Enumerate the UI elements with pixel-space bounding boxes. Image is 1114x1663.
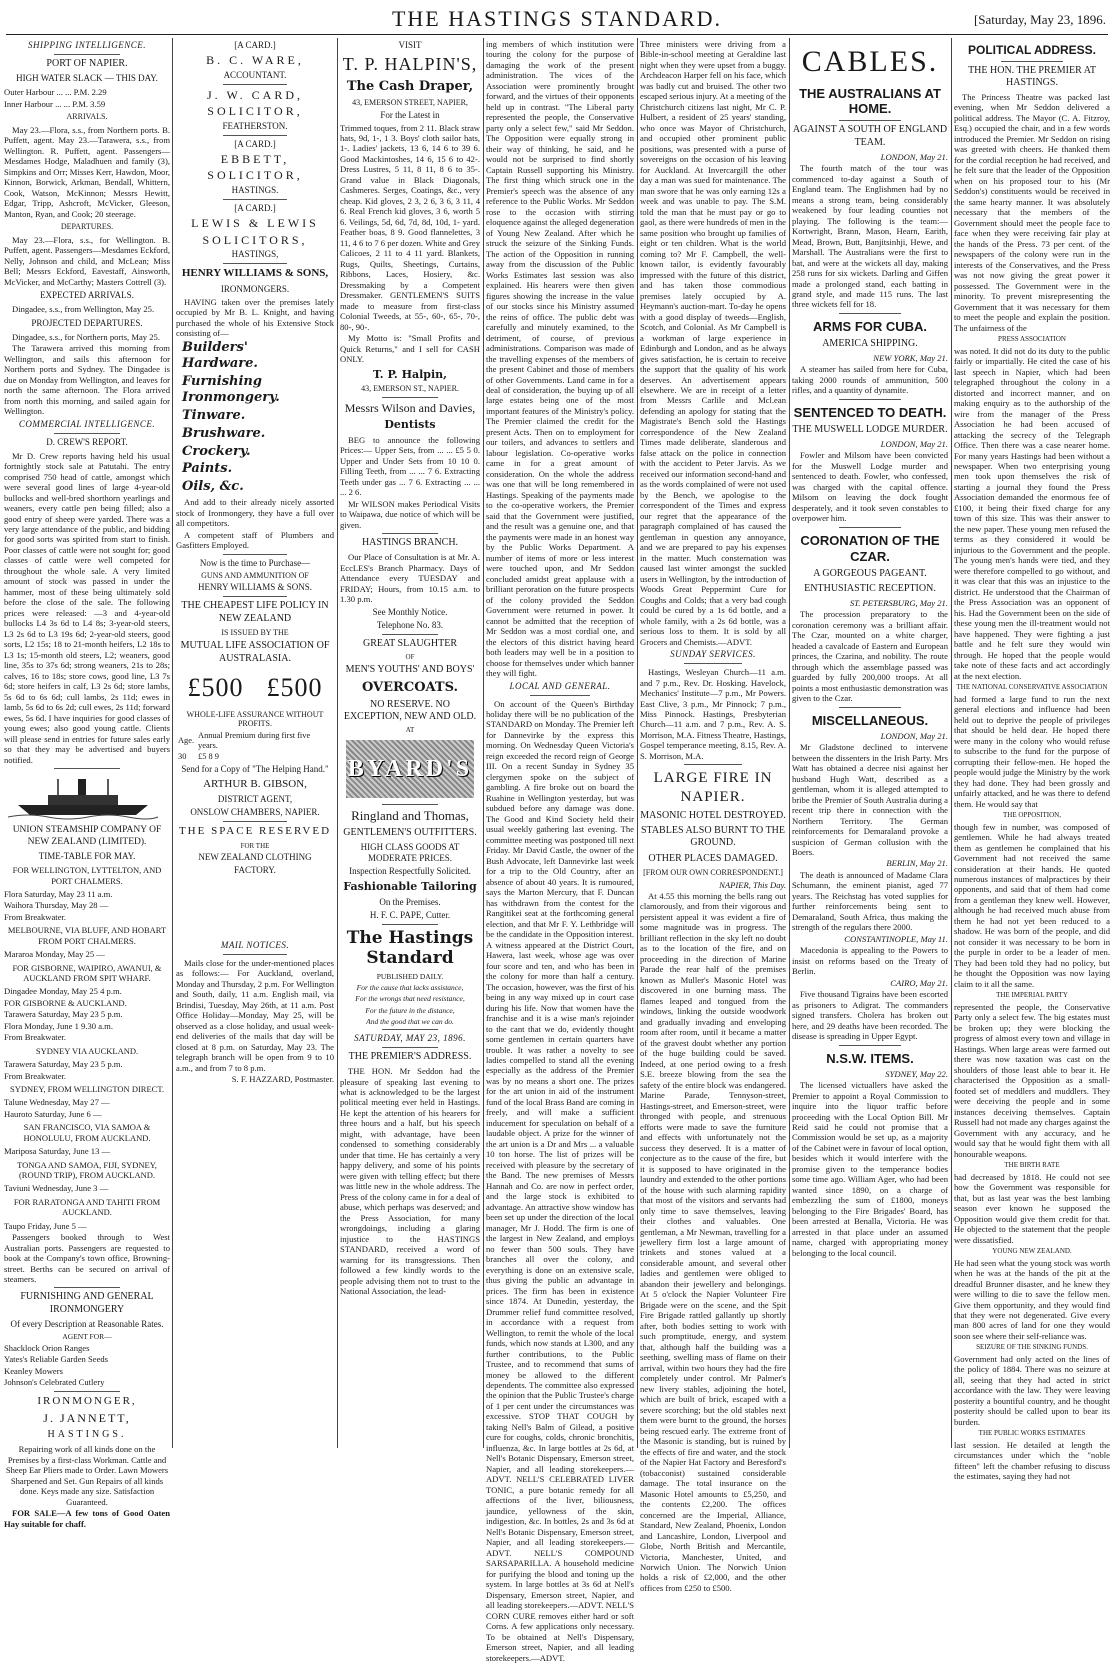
motto-line: And the good that we can do. — [366, 1016, 454, 1026]
czar-date: ST. PETERSBURG, May 21. — [849, 597, 948, 608]
agent-item: Johnson's Celebrated Cutlery — [4, 1377, 105, 1388]
halpin-sign: T. P. Halpin, — [373, 367, 447, 381]
political-sub: THE HON. THE PREMIER AT HASTINGS. — [968, 64, 1096, 88]
agent-item: Yates's Reliable Garden Seeds — [4, 1354, 109, 1365]
ringland-name: Ringland and Thomas, — [351, 808, 469, 824]
projected-heading: PROJECTED DEPARTURES. — [31, 317, 143, 328]
fire-dateline: NAPIER, This Day. — [719, 879, 786, 890]
column-cards — [176, 38, 334, 1448]
motto-line: For the cause that lacks assistance, — [356, 983, 464, 993]
expected-text: Dingadee, s.s., from Wellington, May 25. — [12, 304, 155, 315]
cuba-text: A steamer has sailed from here for Cuba, taking 2000 rounds of ammunition, 500 rifles, and a quantity of dynamite. — [792, 364, 948, 396]
route-row: Hauroto Saturday, June 6 — — [4, 1108, 102, 1119]
cairo-text: Five thousand Tigrains have been escorted as prisoners to Adigrat. The commanders signed transfers. Cholera has broken out here, and 29 deaths have been recorded. The disease is spreading in Upper Egypt. — [792, 989, 948, 1042]
steamship-icon — [8, 775, 166, 819]
card-label: [A CARD.] — [234, 202, 276, 213]
jannett-place: HASTINGS. — [47, 1428, 127, 1440]
aus-date: LONDON, May 21. — [880, 151, 948, 162]
route-row: Mariposa Saturday, June 13 — — [4, 1146, 111, 1157]
political-text: The Princess Theatre was packed last evening, when Mr Seddon delivered a political address. The Mayor (C. A. Fitzroy, Esq.) occupied the chair, and in a few words introduced the Premier. Mr Seddon on rising was greeted with cheers. He thanked them for the cordial reception he had received, and he felt sure that the leader of the Opposition when on his proposed tour to his (Mr Seddon's) constituents would be received in the same hearty manner. It was absolutely necessary that the members of the Government should meet the people face to face when they were receiving fair play at the hands of the Press. 73 per cent. of the newspapers of the colony were run in the interests of the Conservatives, and the Press was not now giving the great power it possessed. The Government were in the minority. To prevent misrepresenting the Government that it was necessary for them to meet the people and explain the position. The unfairness of the — [954, 92, 1110, 333]
route-row: Mararoa Monday, May 25 — — [4, 949, 105, 960]
imperial-text: represented the people, the Conservative Party only a select few. The big estates must be broken up; they were blocking the progress of almost every town and village in Hastings. When large areas were farmed out there was now taxation was cast on the shoulders of those least able to bear it. He characterised the Opposition as a small-footed set of meddlers and muddlers. They were deceiving the people and in some instances deceiving themselves. Captain Russell had not made any charges against the Government with any accuracy, and he would say that he would fight them with all honourable weapons. — [954, 1001, 1110, 1159]
halpin-address: 43, EMERSON STREET, NAPIER, — [352, 97, 468, 107]
route-heading: SYDNEY VIA AUCKLAND. — [35, 1045, 139, 1056]
expected-heading: EXPECTED ARRIVALS. — [40, 290, 134, 301]
masonic-line: MASONIC HOTEL DESTROYED. — [640, 810, 786, 822]
column-divider — [337, 38, 338, 1448]
cables-heading: CABLES. — [801, 45, 939, 78]
ebbett-name: EBBETT, — [220, 151, 290, 166]
newspaper-title: THE HASTINGS STANDARD. — [391, 6, 723, 31]
report-text: Mr D. Crew reports having held his usual fortnightly stock sale at Patutahi. The entry comprised 750 head of cattle, amongst which were several good lines of large 4-year-old bullocks and well-bred shorthorn yearlings and weaners, every cattle pen being filled; also a good entry of sheep were yarded. There was a very large attendance of the public, and bidding for good sorts was spirited from start to finish. Poor classes of cattle were not sought for; good classes of cattle were well competed for throughout the whole sale. A very limited amount of stock was passed in under the hammer, most of these being ultimately sold before the close of the sale. The following prices were released: —3 and 4-year-old bullocks L4 3s 6d to L4 8s; 3-year-old steers, L3 2s 6d to L3 19s 6d; 2-year-old steers, good sorts, L2 15s; 18 to 21-month heifers, L2 18s to L3 1s; 15-month old steers, L2; weaners, good line, 35s to 37s 6d; strong weaners, 21s to 28s; calves, 16 to 18s; store cows, good line, L3 7s 6d; store heifers in calf, L3 2s 6d; store lambs, 5s 6d to 6s 6d; cull lambs, 2s 11d; ewes in lamb, 5s 6d to 6s 2d; cull ewes, 2s 11d; forward ewes, 5s 6d. I have inquiries for good classes of young ewes; also good young cattle. Clients will please send in entries for future sales early so that they may be advertised and buyers notified. — [4, 450, 170, 765]
slaughter-heading: GREAT SLAUGHTER — [363, 637, 457, 649]
route-row: Dingadee Monday, May 25 4 p.m. — [4, 986, 122, 997]
tailoring: Fashionable Tailoring — [343, 880, 477, 894]
price-left: £500 — [187, 672, 244, 702]
mail-heading: MAIL NOTICES. — [220, 939, 290, 950]
dentist-text: BEG to announce the following Prices:— Upper Sets, from ... ... £5 5 0. Upper and Under Sets from 10 10 0. Filling Teeth, from ... ... 7 6. Extracting Teeth under gas ... 7 6. Extracting ... ... ... 2 6. — [340, 434, 480, 498]
at-line: AT — [405, 725, 415, 734]
national-heading: THE NATIONAL CONSERVATIVE ASSOCIATION — [956, 683, 1108, 692]
czar-sub2: ENTHUSIASTIC RECEPTION. — [804, 582, 936, 594]
halpin-motto: My Motto is: "Small Profits and Quick Returns," and I sell for CASH ONLY. — [340, 333, 480, 365]
premium-table — [176, 731, 334, 762]
hw-item: Brushware. — [182, 425, 266, 441]
column-political — [954, 38, 1110, 1482]
hw-item: Crockery. — [182, 443, 251, 459]
column-divider — [637, 38, 638, 1448]
space-factory: FACTORY. — [234, 865, 276, 875]
hw-item: Tinware. — [182, 407, 246, 423]
lewis-role: SOLICITORS, — [202, 232, 308, 247]
hw-text2: And add to their already nicely assorted stock of Ironmongery, they have a full over all competitors. — [176, 497, 334, 529]
whole-life: WHOLE-LIFE ASSURANCE WITHOUT PROFITS. — [186, 709, 324, 729]
card-place: FEATHERSTON. — [222, 120, 288, 131]
report-heading: D. CREW'S REPORT. — [46, 436, 128, 447]
column-divider — [483, 38, 484, 1448]
monthly-notice: See Monthly Notice. — [372, 606, 448, 617]
route-heading: FOR GISBORNE, WAIPIRO, AWANUI, & AUCKLAND FROM SPIT WHARF. — [12, 962, 162, 983]
ebbett-role: SOLICITOR, — [207, 168, 303, 183]
branch-text: Our Place of Consultation is at Mr. A. EccLES's Branch Pharmacy. Days of Attendance every TUESDAY and FRIDAY; Hours, from 10.15 a.m. to 1.30 p.m. — [340, 552, 480, 605]
gibson-place: ONSLOW CHAMBERS, NAPIER. — [190, 807, 320, 818]
card-role: SOLICITOR, — [207, 104, 303, 119]
route-heading: TONGA AND SAMOA, FIJI, SYDNEY, (ROUND TRIP), FROM AUCKLAND. — [17, 1159, 157, 1180]
jannett-text: Repairing work of all kinds done on the Premises by a first-class Workman. Cattle and Sheep Ear Pliers made to Order. Lawn Mowers Sharpened and Set. Gun Repairs of all kinds done. Keys made any size. Satisfaction Guaranteed. — [5, 1444, 169, 1507]
furnishing-sub: Of every Description at Reasonable Rates. — [10, 1318, 164, 1329]
issued-line: IS ISSUED BY THE — [221, 627, 289, 637]
sinking-heading: SEIZURE OF THE SINKING FUNDS. — [976, 1343, 1088, 1352]
local-heading: LOCAL AND GENERAL. — [509, 680, 611, 691]
cuba-sub: AMERICA SHIPPING. — [822, 337, 918, 349]
misc-heading: MISCELLANEOUS. — [811, 712, 929, 728]
death-heading: SENTENCED TO DEATH. — [793, 404, 947, 420]
issue-date: [Saturday, May 23, 1896. — [973, 12, 1106, 27]
standard-name: The Hastings Standard — [346, 927, 474, 969]
hw-text3: A competent staff of Plumbers and Gasfitters Employed. — [176, 529, 334, 551]
forsale-text: FOR SALE—A few tons of Good Oaten Hay suitable for chaff. — [4, 1508, 170, 1529]
route-heading: SYDNEY, FROM WELLINGTON DIRECT. — [9, 1084, 165, 1095]
column-divider — [951, 38, 952, 1448]
birth-text: had decreased by 1818. He could not see how the Government was responsible for that, but as last year was the best lambing season ever known he supposed the Opposition would give them credit for that. He objected to the statement that the people were dissatisfied. — [954, 1171, 1110, 1245]
hw-item: Furnishing Ironmongery. — [182, 374, 280, 406]
column-news — [640, 38, 786, 1593]
column-advertisements — [340, 38, 480, 1448]
death-text: Fowler and Milsom have been convicted for the Muswell Lodge murder and sentenced to death. Fowler, who confessed, was charged with the capital offence. Milsom on leaving the dock fought desperately, and it took seven constables to overpower him. — [792, 450, 948, 524]
shipping-notes: The Tarawera arrived this morning from Wellington, and sails this afternoon for Northern ports and Sydney. The Dingadee is due on Monday from Wellington, and leaves for north the same afternoon. The Flora arrived from north this morning, and sailed again for Wellington. — [4, 343, 170, 417]
premier-heading: THE PREMIER'S ADDRESS. — [348, 1050, 472, 1062]
works-text: last session. He detailed at length the circumstances under which the "noble fifteen" left the chamber refusing to discuss the estimates, saying they had not — [954, 1439, 1110, 1482]
halpin-text: Trimmed toques, from 2 11. Black straw hats, 9d, 1-, 1 3. Boys' cloth sailor hats, 1-. Ladies' jackets, 13 6, 14 6 to 39 6. Good Mackintoshes, 14 6, 15 6 to 42-. Dress Lustres, 5 11, 8 11, 8 6 to 35-. Grand value in Black Diagonals, Cashmeres. Serges, Coatings, &c., very cheap. Kid gloves, 2 3, 2 6, 3 6, 3 11, 4 6. Real French kid gloves, 3 6, worth 5 6. Veilings, 5d, 6d, 7d, 8d, 10d, 1- yard. Feather boas, 8 9. Good flannelettes, 3 11, 4 6 to 7 6 per dozen. White and Grey Calicoes, 2 11 to 4 11 yard. Blankets, Rugs, Quilts, Sheetings, Curtains, Ribbons, Laces, Hosiery, &c. Dressmaking by a Competent Dressmaker. GENTLEMEN'S SUITS made to measure from first-class Colonial Tweeds, at 55-, 60-, 65-, 70-, 80-, 90-. — [340, 122, 480, 332]
halpin-name: T. P. HALPIN'S, — [342, 53, 478, 74]
departures-heading: DEPARTURES. — [60, 222, 114, 232]
dentists-label: Dentists — [384, 418, 436, 432]
agent-item: Shacklock Orion Ranges — [4, 1342, 90, 1353]
route-row: Tarawera Saturday, May 23 5 p.m. — [4, 1059, 123, 1070]
send-line: Send for a Copy of "The Helping Hand." — [181, 763, 329, 774]
route-row: Taupo Friday, June 5 — — [4, 1220, 87, 1231]
lewis-place: HASTINGS, — [231, 249, 279, 260]
gibson-role: DISTRICT AGENT, — [217, 794, 293, 805]
timetable-heading: TIME-TABLE FOR MAY. — [38, 851, 136, 862]
route-row: FOR GISBORNE & AUCKLAND. — [4, 997, 127, 1008]
hw-role: IRONMONGERS. — [220, 283, 290, 294]
route-row: Talune Wednesday, May 27 — — [4, 1097, 110, 1108]
route-row: Waihora Thursday, May 28 — — [4, 900, 109, 911]
inspection: Inspection Respectfully Solicited. — [349, 866, 471, 877]
cuba-heading: ARMS FOR CUBA. — [812, 318, 928, 334]
motto-line: For the future in the distance, — [365, 1005, 455, 1015]
cutter: H. F. C. PAPE, Cutter. — [369, 909, 451, 920]
latest-line: For the Latest in — [380, 109, 440, 120]
now-time: Now is the time to Purchase— — [199, 557, 311, 568]
mail-text: Mails close for the under-mentioned places as follows:— For Auckland, overland, Monday and Thursday, 2 p.m. For Wellington and South, daily, 11 a.m. English mail, via Brindisi, Tuesday, May 26th, at 11 a.m. Post Office Holiday—Monday, May 25, will be observed as a close holiday, and usual week-end deliveries of the mails that day will be closed at 8 p.m. on Saturday, May 23. The telegraph branch will be open from 9 to 10 a.m., and from 7 to 8 p.m. — [176, 957, 334, 1073]
shipping-heading: SHIPPING INTELLIGENCE. — [27, 40, 146, 50]
hw-item: Oils, &c. — [182, 479, 244, 495]
ussc-notes: Passengers booked through to West Australian ports. Passengers are requested to book at the Company's town office, Browning-street. Berths can be secured on arrival of steamers. — [4, 1232, 170, 1284]
mail-sign: S. F. HAZZARD, Postmaster. — [231, 1074, 334, 1085]
cairo-date: CAIRO, May 21. — [890, 977, 948, 988]
departures-text: May 23.—Flora, s.s., for Wellington. B. Puffett, agent. Passengers—Mesdames Eckford, Nelly, Johnson and child, and McLean; Miss Bell; Messrs Eckford, Eavestaff, Ainsworth, McVicker, and McCarthy; Masters Cottrell (3). — [4, 234, 170, 287]
commercial-heading: COMMERCIAL INTELLIGENCE. — [18, 418, 156, 429]
furnishing-heading: FURNISHING AND GENERAL IRONMONGERY — [20, 1291, 154, 1315]
young-heading: YOUNG NEW ZEALAND. — [992, 1247, 1072, 1256]
nsw-date: SYDNEY, May 22. — [885, 1068, 948, 1079]
czar-sub: A GORGEOUS PAGEANT. — [813, 567, 927, 579]
hw-name2: HENRY WILLIAMS & SONS. — [197, 582, 312, 593]
czar-text: The procession preparatory to the coronation ceremony was a brilliant affair. The Czar, mounted on a white charger, headed a cavalcade of Eastern and European princes, the Czarina, and nobility. The route through which the assemblage passed was guarded by fully 200,000 troops. At all points a most enthusiastic demonstration was given to the Czar. — [792, 609, 948, 704]
column-shipping — [4, 38, 170, 1529]
works-heading: THE PUBLIC WORKS ESTIMATES — [978, 1429, 1086, 1438]
cash-draper: The Cash Draper, — [346, 78, 474, 94]
life-heading: THE CHEAPEST LIFE POLICY IN NEW ZEALAND — [181, 600, 329, 624]
column-divider — [172, 38, 173, 1448]
column-divider — [789, 38, 790, 1448]
route-row: From Breakwater. — [4, 1032, 67, 1043]
route-row: Flora Monday, June 1 9.30 a.m. — [4, 1020, 113, 1031]
misc-text: Mr Gladstone declined to intervene between the dissenters in the Irish Party. Mrs Watt has obtained a decree nisi against her husband Hugh Watt, described as a gentleman, whom it is alleged attempted to bribe the Premier of South Australia during a recent trip there in connection with the Northern Territory. The German reinforcements for Demaraland provoke a suspicion of German collusion with the Boers. — [792, 742, 948, 857]
hw-item: Paints. — [182, 461, 233, 477]
published: PUBLISHED DAILY. — [376, 972, 444, 982]
age-value: 30 — [178, 751, 187, 761]
column-cables — [792, 38, 948, 1448]
halpin-address2: 43, EMERSON ST., NAPIER. — [361, 384, 459, 394]
port-heading: PORT OF NAPIER. — [46, 57, 128, 69]
political-heading: POLITICAL ADDRESS. — [967, 43, 1096, 57]
hw-item: Builders' Hardware. — [182, 340, 258, 372]
birth-heading: THE BIRTH RATE — [1004, 1161, 1060, 1170]
sunday-heading: SUNDAY SERVICES. — [670, 649, 756, 660]
press-text: was noted. It did not do its duty to the public fairly or impartially. He cited the case of his last speech in Napier, which had been telegraphed throughout the colony in a distorted and incorrect manner, and on making enquiry as to the authorship of the wire from the manager of the Press Association he had been accused of attacking the secrecy of the Telegraph Office. Then there was a case nearer home. For many years Hastings had been without a newspaper. When two enterprising young men took upon themselves the risk of starting a journal they found the Press Association demanded the enormous fee of £100, it being their fixed charge for any town of this size. This was their answer to the new paper. These young men refused the terms as they considered it would be injurious to the Government and the people. The young men's hands were tied, and they were therefore compelled to go without, and it was clear that this was an injustice to the district. He understood that the Chairman of the Press Association was an opponent of his. Had the Government been on the side of these young men the ill-treatment would not have happened. They were fighting a just battle and he felt sure they would win through. He hoped that the people would take note of these facts and act accordingly at the next election. — [954, 345, 1110, 681]
visit-line: VISIT — [398, 40, 422, 50]
route-heading: FOR WELLINGTON, LYTTELTON, AND PORT CHALMERS. — [12, 865, 162, 886]
imperial-heading: THE IMPERIAL PARTY — [996, 991, 1068, 1000]
card-label: [A CARD.] — [234, 138, 276, 149]
route-heading: MELBOURNE, VIA BLUFF, AND HOBART FROM PORT CHALMERS. — [7, 925, 167, 946]
branch-heading: HASTINGS BRANCH. — [361, 537, 459, 549]
issue-date-line: SATURDAY, MAY 23, 1896. — [354, 1032, 466, 1043]
lewis-name: LEWIS & LEWIS — [191, 215, 319, 230]
space-nz: NEW ZEALAND CLOTHING — [198, 852, 312, 863]
sunday-text: Hastings, Wesleyan Church—11 a.m. and 7 p.m., Rev. Dr. Hosking. Havelock, Mechanics' Institute—7 p.m., Mr Powers. East Clive, 3 p.m., Mr Pinnock; 7 p.m., Miss Pinnock. Hastings, Presbyterian Church—11 a.m. and 7 p.m., Rev. A. S. Morrison, M.A. Fitness Theatre, Hastings, Gospel temperance meeting, 8.15, Rev. A. S. Morrison, M.A. — [640, 667, 786, 761]
column-editorial — [486, 38, 634, 1663]
sinking-text: Government had only acted on the lines of the policy of 1884. There was no seizure at all, seeing that they had acted in strict accordance with the law. They were leaving posterity a bountiful country, and he thought posterity should be called upon to bear its burden. — [954, 1353, 1110, 1427]
mens-line: MEN'S YOUTHS' AND BOYS' — [345, 664, 475, 676]
local-text: On account of the Queen's Birthday holiday there will be no publication of the STANDARD on Monday. The Premier left for Dannevirke by the express this morning. On Wednesday Queen Victoria's reign exceeded the record reign of George III. On a recent Sunday in Sydney 35 clergymen spoke on the subject of gambling. A fire broke out on board the Ruahine in Wellington yesterday, but was subdued before any damage was done. The Good and Kind Society held their usual weekly gathering last evening. The committee meeting was postponed till next Friday. Mr David Castle, the owner of the Bush Advocate, left Dannevirke last week for a trip to the Old Country, after an absence of about 40 years. It is rumoured, says the Marton Mercury, that F. Duncan has withdrawn from the contest for the Rangitikei seat at the forthcoming general election, and that Mr F. Y. Lethbridge will be the candidate in the Opposition interest. A witness appeared at the District Court, Hawera, last week, whose age was over four score and ten, and who has been in the colony for more than half a century. The occasion, however, was the first of his being in any way mixed up in court case during his life. Now that women have the franchise and it is a wise man's rejoinder to the cant that we do, evidently thought some gentlemen in certain quarters have trouble. It was rather a novelty to see ladies compelled to stand all the evening especially as the address of the Premier was by no means a short one. The prizes for the art union in aid of the instrument fund of the local Brass Band are coming in freely, and will make a sufficient inducement for speculation on behalf of a laudable object. A prize for the winner of the art union is a Dr and Mrs ... a valuable 10 ton horse. The list of prizes will be received with pleasure by the secretary of the Band. The new premises of Messrs Hannah and Co. are now in perfect order, and the large stock is exhibited to advantage. An attractive show window has been set up under the direction of the local manager, Mr J. Hodd. The firm is one of the largest in New Zealand, and employs no fewer than 500 souls. They have branches all over the colony, and everything is done on an extensive scale, thus giving the public an advantage in prices. The firm has been in existence since 1874. At Dunedin, yesterday, the Drummer relief fund committee resolved, in accordance with a request from Wellington, to remit the whole of the local funds, which now stands at L300, and any further contributions, to the Public Trustee, and to recommend that sums of money be allowed to the different dependents. The committee also expressed the opinion that the Public Trustee's charge of 1 per cent under the circumstances was excessive. STOP THAT COUGH by taking Nell's Balm of Gilead, a positive cure for coughs, colds, chronic bronchitis, influenza, &c. In large bottles at 2s 6d, at Nell's Botanic Dispensary, Emerson street, Napier, and all leading storekeepers.—ADVT. NELL'S CELEBRATED LIVER TONIC, a pure botanic remedy for all affections of the liver, biliousness, jaundice, yellowness of the skin, indigestion, &c. In bottles, 2s and 3s 6d at Nell's Botanic Dispensary, Emerson street, Napier, and all leading storekeepers.—ADVT. NELL'S COMPOUND SARSAPARILLA. A household medicine for purifying the blood and toning up the system. In large bottles at 3s 6d at Nell's Dispensary, Emerson street, Napier, and all leading storekeepers.—ADVT. NELL'S CORN CURE removes either hard or soft Corns. A few applications only necessary. To be obtained at Nell's Dispensary, Emerson street, Napier, and all leading storekeepers.—ADVT. — [486, 698, 634, 1663]
route-row: Taviuni Wednesday, June 3 — — [4, 1183, 109, 1194]
premier-text: THE HON. Mr Seddon had the pleasure of speaking last evening to what is acknowledged to be the largest political meeting ever held in Hastings. He kept the attention of his hearers for three hours and a half, but his speech might, with advantage, have been condensed to something considerably under that time. He has certainly a very happy delivery, and some of his points were given with telling effect; but there was little new in the whole address. The Press of the colony came in for a deal of abuse, which perhaps was deserved; and the Press Association, for many wrongdoings, including a glaring injustice to the HASTINGS STANDARD, received a word of warning for its transgressions. Then followed a few kindly words to the people advising them not to trust to the National Association, the lead- — [340, 1066, 480, 1297]
age-label: Age. — [178, 736, 195, 746]
premium-label: Annual Premium during first five years. — [198, 731, 311, 751]
opposition-text: though few in number, was composed of gentlemen. While he had always treated them as gentlemen he complained that his Government had not received the same consideration at their hands. He quoted numerous instances of malpractices by their opponents, and said that of them had come from a gentleman they knew well. However, although he had received much abuse from them he had not yet been reduced to a shadow. He was born of the people, and did not consider it was necessary to be born in the purple in order to be a leader of men. They had been told they had no policy, but he thought the Opposition was now laying claim to it all the same. — [954, 821, 1110, 989]
nsw-text: The licensed victuallers have asked the Premier to appoint a Royal Commission to inquire into the liquor traffic before proceeding with the Local Option Bill. Mr Reid said he could not promise that a Commission would be set up, as a majority of the Cabinet were in favour of local option, besides which it would interfere with the promise given to the temperance bodies some time ago. William Ager, who had been wanted since 1890, on a charge of embezzling the sum of £1800, moneys belonging to the Fire Brigades' Board, has been arrested at Benalla, Victoria. He was arrested in that place under an assumed name, charged with appropriating money belonging to the local council. — [792, 1080, 948, 1258]
const-text: Macedonia is appealing to the Powers to insist on reforms based on the Treaty of Berlin. — [792, 945, 948, 977]
telephone: Telephone No. 83. — [376, 619, 444, 630]
route-row: Tarawera Saturday, May 23 5 p.m. — [4, 1009, 123, 1020]
misc-date: LONDON, May 21. — [880, 730, 948, 741]
aus-sub: AGAINST A SOUTH OF ENGLAND TEAM. — [792, 124, 948, 148]
motto-line: For the wrongs that need resistance, — [355, 994, 465, 1004]
space-heading: THE SPACE RESERVED — [178, 825, 332, 838]
route-row: From Breakwater. — [4, 911, 67, 922]
national-text: had formed a large fund to run the next general elections and influence had been held out to deprive the people of privileges that should be held dear. He hoped there were many in the colony who would refuse to subscribe to the fund for the purpose of corrupting their fellow-men. He hoped the people would judge the Ministry by the work they had done. They had been grossly and unfairly attacked, and he was there to defend them. He would say that — [954, 693, 1110, 809]
const-date: CONSTANTINOPLE, May 11. — [844, 933, 948, 944]
nsw-heading: N.S.W. ITEMS. — [826, 1050, 914, 1066]
route-row: Flora Saturday, May 23 11 a.m. — [4, 888, 113, 899]
fire-text: At 4.55 this morning the bells rang out clamorously, and from their vigorous and persistent appeal it was evident a fire of some magnitude was in progress. The brilliant reflection in the sky left no doubt as to the location of the fire, and on proceeding in the direction of Marine Parade the rear half of the premises known as Muller's Masonic Hotel was discovered in one burning mass. The flames leaped and tongued from the windows, linking the outside woodwork and gradually invading and enveloping room after room, until it became a matter of the gravest doubt whether any portion of the huge building could be saved. Indeed, at one period owing to a fresh S.E. breeze blowing from the sea the safety of the entire block was endangered. Marine Parade, Tennyson-street, Hastings-street, and Emerson-street, were thronged with people, and strenuous efforts were made to save the furniture and effects with unfortunately not the success they deserved. It is a matter of conjecture as to the cause of the fire, but it is supposed to have originated in the laundry and extended to the other portions of the house with such alarming rapidity that most of the visitors and servants had only time to save themselves, leaving their clothes and valuables. One gentleman, a Mr Newman, travelling for a jewellery firm lost a large amount of trinkets and stones valued at a considerable amount, and several other ladies and gentlemen were obliged to abandon their jewellery and belongings. At 5 o'clock the Napier Volunteer Fire Brigade were on the scene, and the Spit Fire Brigade rattled gallantly up shortly after, both bodies setting to work with such promptitude, energy, and system that, although half the building was a seething, swelling mass of flame on their arrival, within two hours they had the fire completely under control. Mr Palmer's new livery stables, adjoining the hotel, which are built of brick, escaped with a severe scorching; but the old stables next them were burnt to the ground, the horses being rescued early. The extreme front of the Masonic is standing, but is ruined by the effects of fire and water, and the stock of the Napier Hat Factory and Beresford's (tobacconist) sustained considerable damage. The total insurance on the Masonic Hotel amounts to £5,250, and the contents £2,200. The offices concerned are the Imperial, Alliance, Standard, New Zealand, Phoenix, London and Lancashire, London, Liverpool and Globe, North British and Mercantile, Victoria, Manchester, United, and Norwich Union. The Norwich Union holds a risk of £2,000, and the other offices from £250 to £500. — [640, 891, 786, 1593]
masthead — [0, 0, 1114, 34]
aus-text: The fourth match of the tour was commenced to-day against a South of England team. The Englishmen had by no means a strong team, being considerably weakened by four leading counties not playing. The following is the team:—Kortwright, Brann, Mason, Hearn, Earith, Mead, Brown, Butt, Banjitsinhji, Hewe, and Marshall. The Australians were the first to bat, and were at the wickets all day, making 258 runs for six wickets. Darling and Giffen made a prolonged stand, each batting in grand style, and made 115 runs. The last three wickets fell for 18. — [792, 163, 948, 310]
death-sub: THE MUSWELL LODGE MURDER. — [792, 423, 948, 435]
ussc-name: UNION STEAMSHIP COMPANY OF NEW ZEALAND (LIMITED). — [12, 825, 162, 847]
route-heading: SAN FRANCISCO, VIA SAMOA & HONOLULU, FROM AUCKLAND. — [23, 1122, 151, 1143]
dentist-heading: Messrs Wilson and Davies, — [344, 400, 476, 415]
route-heading: FOR RARATONGA AND TAHITI FROM AUCKLAND. — [13, 1196, 161, 1218]
arrivals-heading: ARRIVALS. — [66, 112, 108, 122]
overcoats: OVERCOATS. — [361, 679, 459, 695]
other-line: OTHER PLACES DAMAGED. — [648, 852, 778, 864]
guns-line: GUNS AND AMMUNITION OF — [201, 570, 309, 580]
opposition-heading: THE OPPOSITION, — [1003, 811, 1061, 820]
premises: On the Premises. — [379, 896, 441, 907]
space-for: FOR THE — [240, 841, 270, 850]
card-label: [A CARD.] — [234, 40, 276, 50]
gibson-name: ARTHUR B. GIBSON, — [203, 777, 307, 790]
hw-text: HAVING taken over the premises lately occupied by Mr B. L. Knight, and having purchased the whole of his Extensive Stock consisting of— — [176, 296, 334, 338]
price-right: £500 — [266, 672, 323, 702]
store-logo — [346, 740, 474, 798]
berlin-date: BERLIN, May 21. — [886, 858, 948, 869]
route-row: From Breakwater. — [4, 1070, 67, 1081]
stables-line: STABLES ALSO BURNT TO THE GROUND. — [640, 825, 786, 849]
mutual-name: MUTUAL LIFE ASSOCIATION OF AUSTRALASIA. — [180, 640, 330, 664]
cuba-date: NEW YORK, May 21. — [873, 353, 948, 363]
projected-text: Dingadee, s.s., for Northern ports, May 25. — [12, 331, 160, 342]
correspondent-line: [FROM OUR OWN CORRESPONDENT.] — [643, 867, 783, 877]
berlin-text: The death is announced of Madame Clara Schumann, the eminent pianist, aged 77 years. The Reichstag has voted supplies for further reinforcements being sent to Demaraland, South Africa, thus making the strength of the regulars there 2000. — [792, 869, 948, 933]
tide-row: Inner Harbour ... ... P.M. 3.59 — [4, 98, 106, 109]
premium-value: £5 8 9 — [198, 751, 219, 761]
ware-role: ACCOUNTANT. — [223, 69, 287, 80]
editorial-text: ing members of which institution were touring the colony for the purpose of damaging the work of the present administration. The vices of the Association were prominently brought forward, and the virtues of their opponents held up in contrast. "The Liberal party represented the people, the Conservative party only a select few," said Mr Seddon. The Opposition were equally strong in their way of thinking, he said, and he would not be surprised to find shortly Captain Russell supporting his Ministry. The first thing which struck one in the Premier's speech was the absence of any reference to the Public Works. Mr Seddon rose to the occasion with stirring eloquence against the alleged degeneration of Young New Zealand. After which he struck the seizure of the Sinking Funds. The action of the Opposition in running away from the discussion of the Public Works Estimates last session was also explained. His hearers were then given figures showing the increase in the value of our stocks since his Ministry assumed the reins of office. The public debt was carefully and minutely examined, to the detriment, of course, of previous administrations. Comparison was made of the travelling expenses of the members of the present Cabinet and those of members of other Governments. Land came in for a deal of consideration, the buying up of all large estates being one of the most important features of the Ministry's policy. The Premier claimed the credit for the present Acts. Then on to employment for our toilers, and advances to settlers and labour legislation. Co-operative works came in for a great amount of consideration. On the whole the address was one that will be long remembered in Hastings. Speaking of the payments made to the co-operative workers, the Premier said that the Government were justified, and the result was a genuine one, and that the payments were made in an honest way by the Public Works Department. A number of items of more or less interest were touched upon, and Mr Seddon concluded amidst great applause with a brilliant peroration on the future prospects of the colony provided the Seddon Government were returned in power. It cannot be admitted that the reception of Mr Seddon was a most cordial one, and the electors of this district having heard both leaders may well be in a position to choose for themselves under which banner they will fight. — [486, 39, 634, 679]
arrivals-text: May 23.—Flora, s.s., from Northern ports. B. Puffett, agent. May 23.—Tarawera, s.s., from Wellington. R. Puffett, agent. Passengers—Mesdames Hodge, Maladhuen and family (3), Simpkins and Orr; Misses Kerr, Hawdon, Moor, Kinnon, Borwick, Arkman, Bendall, Whittern, Cook, Watson, McKinnon; Messrs Hewitt, Edgar, Tripp, Ashcroft, McVicker, Gleeson, Manton, Ryan, and Cook; 20 steerage. — [4, 124, 170, 219]
agent-item: Keanley Mowers — [4, 1365, 63, 1376]
press-heading: PRESS ASSOCIATION — [998, 335, 1066, 344]
of-line: OF — [405, 652, 415, 661]
high-class: HIGH CLASS GOODS AT MODERATE PRICES. — [360, 842, 460, 864]
tide-row: Outer Harbour ... ... P.M. 2.29 — [4, 87, 107, 98]
noreserve: NO RESERVE. NO EXCEPTION, NEW AND OLD. — [343, 698, 477, 722]
death-date: LONDON, May 21. — [880, 438, 948, 449]
store-logo-text: BYARD'S — [347, 755, 473, 782]
ware-name: B. C. WARE, — [206, 52, 304, 67]
ironmonger-heading: IRONMONGER, — [37, 1394, 137, 1407]
tide-heading: HIGH WATER SLACK — THIS DAY. — [16, 73, 158, 84]
fire-heading: LARGE FIRE IN NAPIER. — [653, 770, 773, 805]
news-text: Three ministers were driving from a Bible-in-school meeting at Geraldine last night when they were upset from a buggy. Archdeacon Harper fell on his face, which was badly cut and bruised. The other two escaped serious injury. At a meeting of the Christchurch citizens last night, Mr C. P. Hulbert, a resident of 25 years' standing, who once was Mayor of Christchurch, and occupied other prominent public positions, was presented with a purse of sovereigns on the occasion of his leaving for Auckland. At Invercargill the other day a man was sued for maintenance. The man swore that he was only earning 12s a week and was unable to pay. The S.M. told the man that he must pay or go to gaol, as there were hundreds of men in the same position who brought up families of eight or ten children. What is the world coming to? Mr F. Campbell, the well-known tailor, is evidently favourably impressed with the future of this district, and has taken those commodious premises lately occupied by A. Heymann's auction-mart. To-day he opens with a good display of tweeds—English, Scotch, and Colonial. As Mr Campbell is a workman of large experience in Edinburgh and London, and as he always gives satisfaction, he is certain to receive the support that the quality of his work deserves. An advertisement appears elsewhere. We are in receipt of a letter from Messrs Carlile and Mcl.ean defending an apology for stating that the Magistrate's Bench sold the Hastings correspondence of the New Zealand Times made deliberate, slanderous and false attack on the police in connection with the accident to Peter Jarvis. As we received our information second-hand and as the words complained of were not used by the Bench, we apologise to the correspondent of the Times and express our regret that the appearance of the paragraph complained of has caused the gentleman in question any annoyance, and we are prepared to pay his expenses in the matter. Much consternation was caused last winter amongst the suckled users in Wellington, by the introduction of Woods Great Peppermint Cure for Coughs and Colds; that a very bad cough could be cured by a 1s 6d bottle, and a whole family, with a 2s 6d bottle, was a serious loss to them. It is sold by all Grocers and Chemists.—ADVT. — [640, 39, 786, 647]
ebbett-place: HASTINGS. — [231, 185, 279, 195]
jannett-name: J. JANNETT, — [43, 1411, 131, 1426]
agent-for: AGENT FOR— — [62, 1331, 112, 1341]
dentist-text2: Mr WILSON makes Periodical Visits to Waipawa, due notice of which will be given. — [340, 498, 480, 530]
aus-heading: THE AUSTRALIANS AT HOME. — [799, 85, 941, 117]
masthead-rule — [6, 34, 1108, 35]
czar-heading: CORONATION OF THE CZAR. — [800, 532, 940, 564]
outfitters: GENTLEMEN'S OUTFITTERS. — [343, 827, 477, 839]
hw-name: HENRY WILLIAMS & SONS, — [181, 267, 329, 280]
card-name: J. W. CARD, — [206, 87, 304, 102]
young-text: He had seen what the young stock was worth when he was at the hands of the pit at the dreadful Brunner disaster, and he knew they were willing to die to save the fellow men. Give them opportunity, and they would find that they were not degenerated. Give every man 800 acres of land for one they would soon see where their self-reliance was. — [954, 1257, 1110, 1341]
